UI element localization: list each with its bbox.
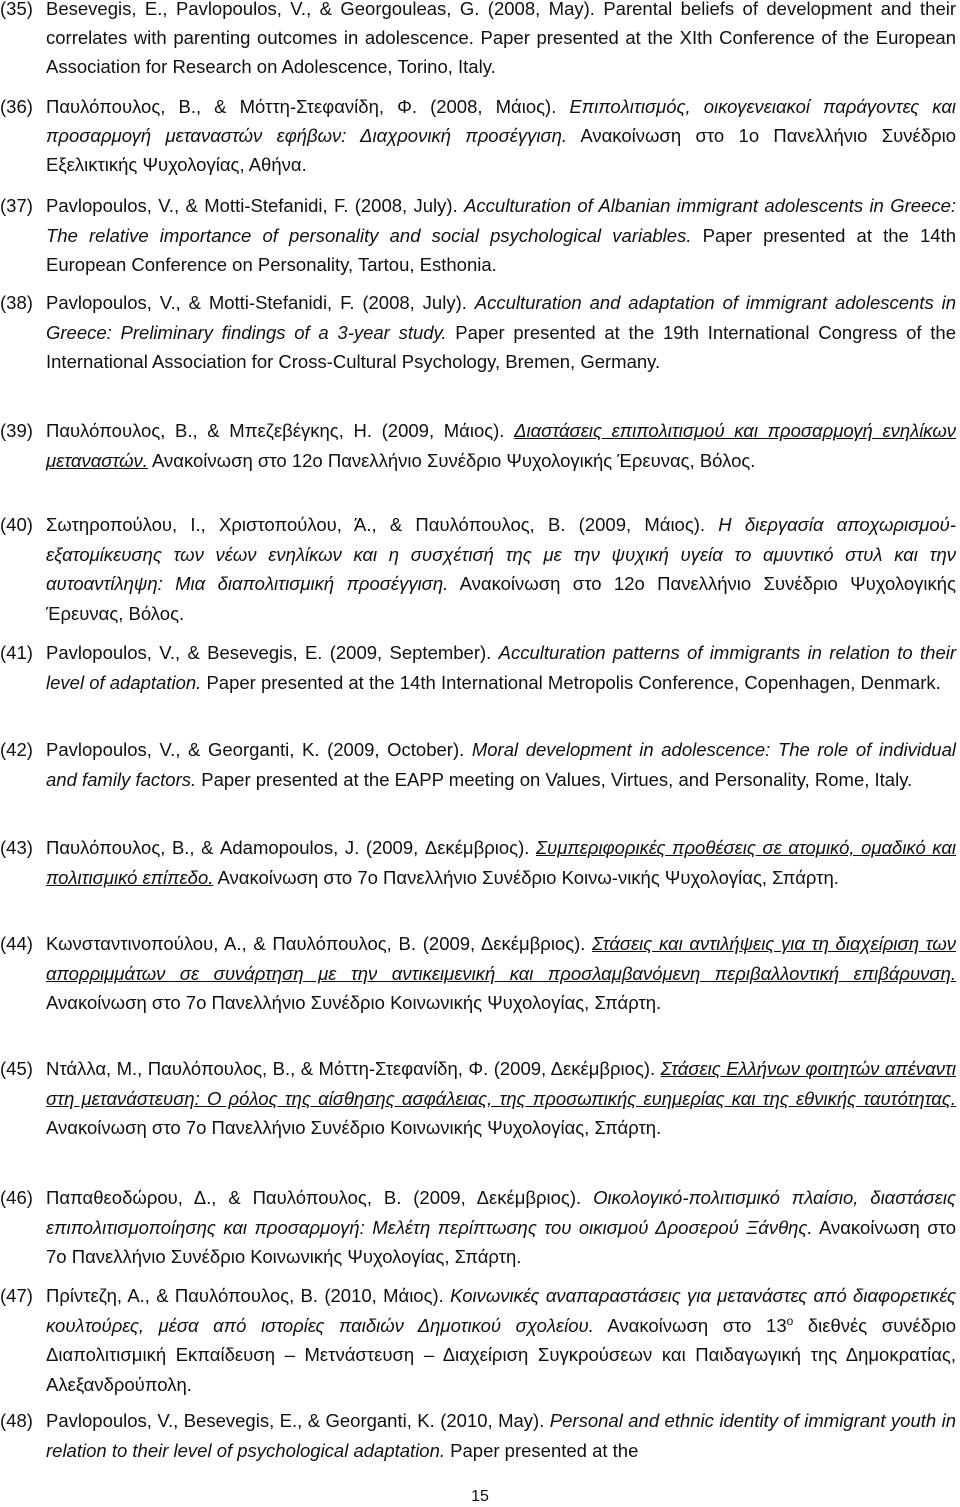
reference-text [46, 929, 956, 1018]
reference-number: (47) [0, 1285, 33, 1306]
reference-36 [0, 92, 956, 179]
reference-venue: Ανακοίνωση στο 1ο Πανελλήνιο Συνέδριο Εξελικτικής Ψυχολογίας, Αθήνα. [46, 125, 957, 175]
reference-title: Συμπεριφορικές προθέσεις σε ατομικό, ομαδικό και πολιτισμικό επίπεδο. [46, 837, 956, 888]
reference-title: Κοινωνικές αναπαραστάσεις για μετανάστες από διαφορετικές κουλτούρες, μέσα από ιστορίες παιδιών Δημοτικού σχολείου. [46, 1285, 956, 1336]
reference-text [46, 1183, 956, 1272]
reference-text [46, 1406, 956, 1465]
reference-47 [0, 1281, 956, 1399]
reference-title: Στάσεις και αντιλήψεις για τη διαχείριση των απορριμμάτων σε συνάρτηση με την αντικειμενική και προσλαμβανόμενη περιβαλλοντική επιβάρυνση. [46, 933, 957, 984]
reference-39 [0, 416, 956, 475]
reference-text [46, 191, 956, 280]
reference-text [46, 416, 956, 475]
reference-title: Acculturation patterns of immigrants in relation to their level of adaptation. [46, 642, 957, 693]
reference-venue: Ανακοίνωση στο 12ο Πανελλήνιο Συνέδριο Ψυχολογικής Έρευνας, Βόλος. [152, 449, 756, 471]
reference-venue: Paper presented at the XIth Conference of the European Association for Research on Adolescence, Torino, Italy. [46, 27, 956, 77]
reference-authors: Παπαθεοδώρου, Δ., & Παυλόπουλος, Β. (2009, Δεκέμβριος). [46, 1187, 582, 1208]
page-number: 15 [471, 1488, 489, 1505]
ordinal-superscript: ο [786, 1313, 794, 1328]
reference-text [46, 288, 956, 377]
reference-authors: Pavlopoulos, V., & Motti-Stefanidi, F. (2008, July). [46, 195, 458, 216]
reference-venue: Paper presented at the 19th International Congress of the International Association for Cross-Cultural Psychology, Bremen, Germany. [46, 321, 957, 372]
reference-venue: Ανακοίνωση στο 7ο Πανελλήνιο Συνέδριο Κοινωνικής Ψυχολογίας, Σπάρτη. [46, 992, 662, 1013]
reference-number: (41) [0, 642, 33, 663]
reference-authors: Πρίντεζη, Α., & Παυλόπουλος, Β. (2010, Μάιος). [46, 1285, 444, 1306]
reference-number: (45) [0, 1058, 33, 1079]
reference-authors: Κωνσταντινοπούλου, Α., & Παυλόπουλος, Β. (2009, Δεκέμβριος). [46, 933, 586, 954]
reference-text [46, 638, 956, 697]
reference-number: (36) [0, 96, 33, 117]
reference-40 [0, 510, 956, 628]
reference-authors: Σωτηροπούλου, Ι., Χριστοπούλου, Ά., & Παυλόπουλος, Β. (2009, Μάιος). [46, 514, 706, 535]
reference-number: (35) [0, 0, 33, 19]
reference-venue: Paper presented at the EAPP meeting on Values, Virtues, and Personality, Rome, Italy. [201, 768, 913, 790]
reference-number: (39) [0, 420, 33, 441]
reference-authors: Pavlopoulos, V., & Georganti, K. (2009, October). [46, 739, 465, 760]
reference-text [46, 1054, 956, 1143]
reference-46 [0, 1183, 956, 1272]
reference-authors: Παυλόπουλος, Β., & Μπεζεβέγκης, Η. (2009, Μάιος). [46, 420, 505, 441]
reference-35 [0, 0, 956, 81]
reference-number: (40) [0, 514, 33, 535]
reference-44 [0, 929, 956, 1018]
reference-45 [0, 1054, 956, 1143]
reference-title: Acculturation of Albanian immigrant adolescents in Greece: The relative importance of personality and social psychological variables. [46, 195, 957, 246]
reference-authors: Ντάλλα, Μ., Παυλόπουλος, Β., & Μόττη-Στεφανίδη, Φ. (2009, Δεκέμβριος). [46, 1058, 656, 1079]
reference-venue: Ανακοίνωση στο 7ο Πανελλήνιο Συνέδριο Κοινωνικής Ψυχολογίας, Σπάρτη. [46, 1216, 956, 1267]
reference-authors: Besevegis, E., Pavlopoulos, V., & Georgouleas, G. (2008, May). [46, 0, 595, 19]
reference-title: Acculturation and adaptation of immigrant adolescents in Greece: Preliminary findings of a 3-year study. [46, 292, 956, 343]
reference-venue: Paper presented at the [450, 1439, 639, 1461]
reference-authors: Pavlopoulos, V., Besevegis, E., & Georganti, K. (2010, May). [46, 1410, 545, 1431]
reference-number: (37) [0, 195, 33, 216]
reference-title: Η διεργασία αποχωρισμού-εξατομίκευσης των νέων ενηλίκων και η συσχέτισή της με την ψυχική υγεία το αμυντικό στυλ και την αυτοαντίληψη: Μια διαπολιτισμική προσέγγιση. [46, 514, 956, 594]
reference-42 [0, 735, 956, 794]
reference-38 [0, 288, 956, 377]
reference-venue: Ανακοίνωση στο 12ο Πανελλήνιο Συνέδριο Ψυχολογικής Έρευνας, Βόλος. [46, 573, 957, 624]
reference-number: (42) [0, 739, 33, 760]
reference-text [46, 735, 956, 794]
reference-title: Διαστάσεις επιπολιτισμού και προσαρμογή ενηλίκων μεταναστών. [46, 420, 956, 471]
reference-authors: Παυλόπουλος, Β., & Μόττη-Στεφανίδη, Φ. (2008, Μάιος). [46, 96, 557, 117]
reference-authors: Pavlopoulos, V., & Motti-Stefanidi, F. (2008, July). [46, 292, 467, 313]
reference-number: (38) [0, 292, 33, 313]
reference-number: (44) [0, 933, 33, 954]
reference-venue: Paper presented at the 14th International Metropolis Conference, Copenhagen, Denmark. [206, 671, 941, 693]
reference-title: Personal and ethnic identity of immigrant youth in relation to their level of psychological adaptation. [46, 1410, 956, 1461]
reference-41 [0, 638, 956, 697]
reference-venue: διεθνές συνέδριο Διαπολιτισμική Εκπαίδευση – Μετνάστευση – Διαχείριση Συγκρούσεων και Παιδαγωγική της Δημοκρατίας, Αλεξανδρούπολη. [46, 1314, 957, 1395]
reference-title: Moral development in adolescence: The role of individual and family factors. [46, 739, 956, 790]
reference-37 [0, 191, 956, 280]
reference-text [46, 0, 956, 81]
reference-number: (43) [0, 837, 33, 858]
reference-authors: Pavlopoulos, V., & Besevegis, E. (2009, September). [46, 642, 492, 663]
reference-text [46, 92, 956, 179]
reference-48 [0, 1406, 956, 1465]
reference-43 [0, 833, 956, 892]
reference-authors: Παυλόπουλος, Β., & Adamopoulos, J. (2009, Δεκέμβριος). [46, 837, 530, 858]
reference-number: (46) [0, 1187, 33, 1208]
reference-title: Στάσεις Ελλήνων φοιτητών απέναντι στη μετανάστευση: Ο ρόλος της αίσθησης ασφάλειας, της προσωπικής ευημερίας και της εθνικής ταυτότητας. [46, 1058, 957, 1109]
reference-title: Parental beliefs of development and their correlates with parenting outcomes in adolescence. [46, 0, 957, 48]
reference-venue: Ανακοίνωση στο 7ο Πανελλήνιο Συνέδριο Κοινω-νικής Ψυχολογίας, Σπάρτη. [217, 866, 839, 888]
reference-text [46, 833, 956, 892]
reference-venue-prefix: Ανακοίνωση στο 13 [607, 1314, 787, 1336]
reference-title: Επιπολιτισμός, οικογενειακοί παράγοντες και προσαρμογή μεταναστών εφήβων: Διαχρονική προσέγγιση. [46, 96, 956, 146]
reference-venue: Paper presented at the 14th European Conference on Personality, Tartou, Esthonia. [46, 224, 956, 275]
reference-venue: Ανακοίνωση στο 7ο Πανελλήνιο Συνέδριο Κοινωνικής Ψυχολογίας, Σπάρτη. [46, 1117, 662, 1138]
reference-number: (48) [0, 1410, 33, 1431]
reference-text [46, 1281, 956, 1399]
reference-title: Οικολογικό-πολιτισμικό πλαίσιο, διαστάσεις επιπολιτισμοποίησης και προσαρμογή: Μελέτη περίπτωσης του οικισμού Δροσερού Ξάνθης. [46, 1187, 956, 1238]
reference-text [46, 510, 956, 628]
